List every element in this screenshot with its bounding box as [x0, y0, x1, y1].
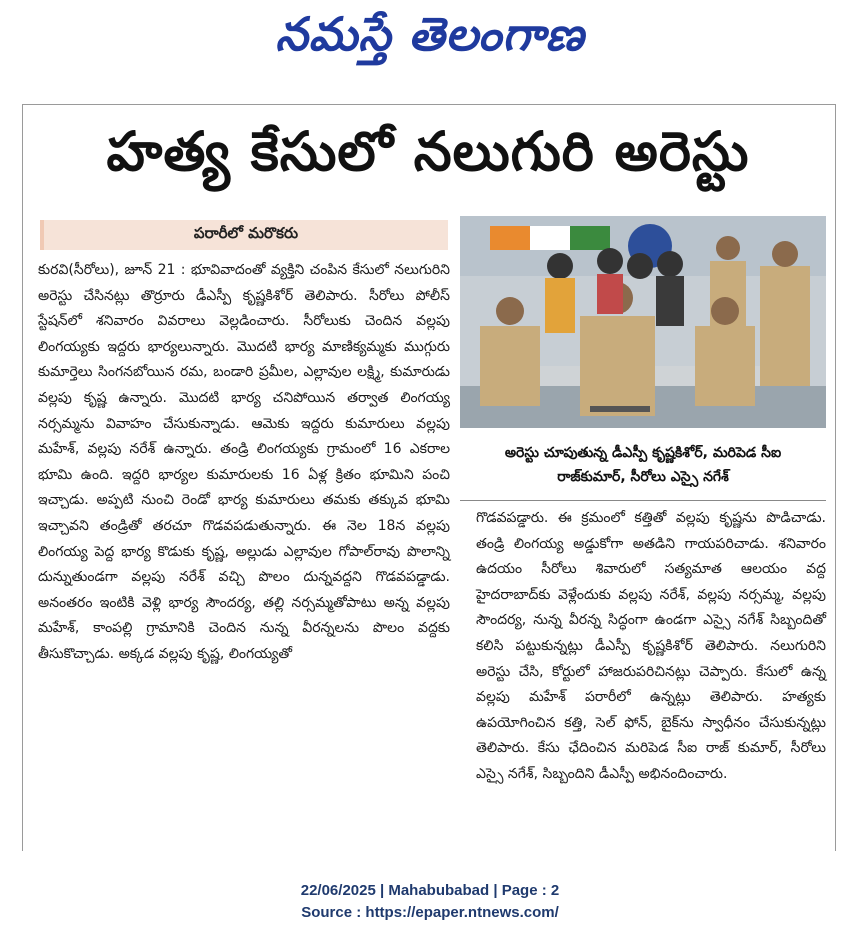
photo-caption-line-1: అరెస్టు చూపుతున్న డీఎస్పీ కృష్ణకిశోర్, మరిపెడ సీఐ	[504, 445, 782, 461]
footer-dateline: 22/06/2025 | Mahabubabad | Page : 2	[300, 882, 560, 899]
photo-caption-line-2: రాజ్‌కుమార్, సీరోలు ఎస్సై నగేశ్	[557, 469, 729, 485]
right-column	[476, 506, 826, 788]
newspaper-logo: నమస్తే తెలంగాణ	[275, 7, 585, 61]
news-photo	[460, 216, 826, 428]
footer-source-link[interactable]: Source : https://epaper.ntnews.com/	[301, 904, 559, 921]
police-press-meet-image	[460, 216, 826, 428]
left-column	[38, 220, 450, 668]
masthead	[0, 0, 860, 80]
article-subheading: పరారీలో మరొకరు	[40, 220, 448, 250]
article-headline: హత్య కేసులో నలుగురి అరెస్టు	[106, 119, 750, 183]
right-column-text: గొడవపడ్డారు. ఈ క్రమంలో కత్తితో వల్లపు కృష్ణను పొడిచాడు. తండ్రి లింగయ్య అడ్డుకోగా అతడిని గాయపరిచాడు. శనివారం ఉదయం సీరోలు శివారులో సత్యమాత ఆలయం వద్ద హైదరాబాద్‌కు వెళ్లేందుకు వల్లపు నరేశ్, వల్లపు నర్సమ్మ, వల్లపు సౌందర్య, నున్న వీరన్న సిద్ధంగా ఉండగా ఎస్సై నగేశ్ సిబ్బందితో కలిసి పట్టుకున్నట్లు డీఎస్పీ కృష్ణకిశోర్ తెలిపారు. నలుగురిని అరెస్టు చేసి, కోర్టులో హాజరుపరిచినట్లు చెప్పారు. కేసులో ఉన్న వల్లపు మహేశ్ పరారీలో ఉన్నట్లు తెలిపారు. హత్యకు ఉపయోగించిన కత్తి, సెల్ ఫోన్, బైక్‌ను స్వాధీనం చేసుకున్నట్లు తెలిపారు. కేసు ఛేదించిన మరిపెడ సీఐ రాజ్ కుమార్, సీరోలు ఎస్సై నగేశ్, సిబ్బందిని డీఎస్పీ అభినందించారు.	[476, 510, 826, 782]
page-footer	[0, 880, 860, 924]
left-column-text: కురవి(సీరోలు), జూన్ 21 : భూవివాదంతో వ్యక్తిని చంపిన కేసులో నలుగురిని అరెస్టు చేసినట్లు తొర్రూరు డీఎస్పీ కృష్ణకిశోర్ తెలిపారు. సీరోలు పోలీస్ స్టేషన్‌లో శనివారం వివరాలు వెల్లడించారు. సీరోలుకు చెందిన వల్లపు లింగయ్యకు ఇద్దరు భార్యలున్నారు. మొదటి భార్య మాణిక్యమ్మకు ముగ్గురు కుమార్తెలు సింగనబోయిన రమ, బండారి ప్రమీల, ఎల్లావుల లక్ష్మి, కుమారుడు వల్లపు కృష్ణ ఉన్నారు. మొదటి భార్య చనిపోయిన తర్వాత లింగయ్య నర్సమ్మను వివాహం చేసుకున్నాడు. ఆమెకు ఇద్దరు కుమారులు వల్లపు మహేశ్, వల్లపు నరేశ్ ఉన్నారు. తండ్రి లింగయ్యకు గ్రామంలో 16 ఎకరాల భూమి ఉంది. ఇద్దరి భార్యల కుమారులకు 16 ఏళ్ల క్రితం భూమిని పంచి ఇచ్చాడు. అప్పటి నుంచి రెండో భార్య కుమారులు తమకు తక్కువ భూమి ఇచ్చావని తండ్రితో తరచూ గొడవపడుతున్నారు. ఈ నెల 18న వల్లపు లింగయ్య పెద్ద భార్య కొడుకు కృష్ణ, అల్లుడు ఎల్లావుల గోపాల్‌రావు పొలాన్ని దున్నుతుండగా వల్లపు నరేశ్ వచ్చి పొలం దున్నవద్దని గొడవపడ్డాడు. అనంతరం ఇంటికి వెళ్లి భార్య సౌందర్య, తల్లి నర్సమ్మతోపాటు అన్న వల్లపు మహేశ్, కాంపల్లి గ్రామానికి చెందిన నున్న వీరన్నలను పొలం వద్దకు తీసుకొచ్చాడు. అక్కడ వల్లపు కృష్ణ, లింగయ్యతో	[38, 262, 450, 662]
photo-caption	[460, 430, 826, 501]
